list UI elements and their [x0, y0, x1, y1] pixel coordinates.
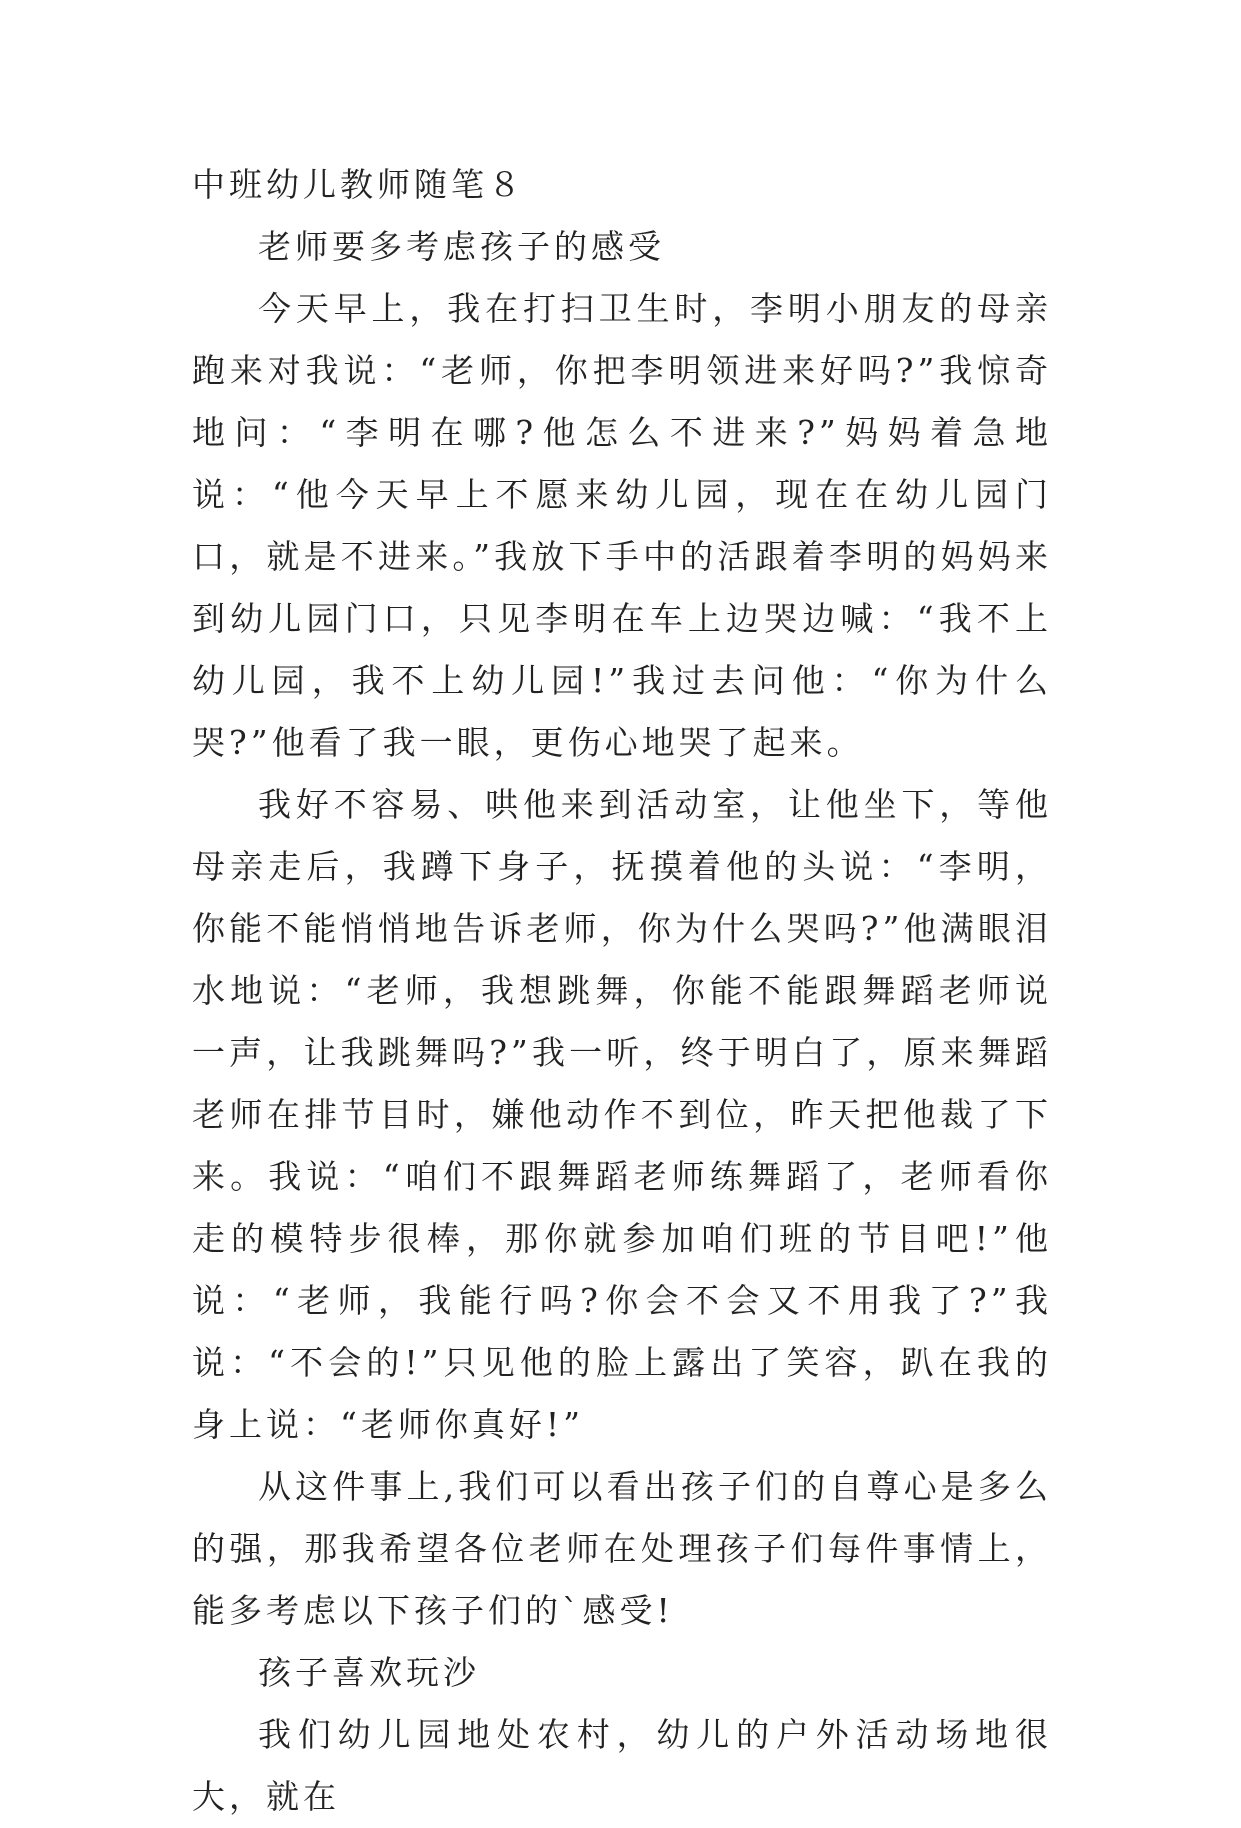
document-title: 中班幼儿教师随笔８	[192, 165, 525, 204]
body-paragraph: 从这件事上,我们可以看出孩子们的自尊心是多么的强，那我希望各位老师在处理孩子们每件事情上，能多考虑以下孩子们的`感受!	[192, 1467, 1052, 1630]
body-paragraph: 我好不容易、哄他来到活动室，让他坐下，等他母亲走后，我蹲下身子，抚摸着他的头说：“李明，你能不能悄悄地告诉老师，你为什么哭吗?”他满眼泪水地说：“老师，我想跳舞，你能不能跟舞蹈老师说一声，让我跳舞吗?”我一听，终于明白了，原来舞蹈老师在排节目时，嫌他动作不到位，昨天把他裁了下来。我说：“咱们不跟舞蹈老师练舞蹈了，老师看你走的模特步很棒，那你就参加咱们班的节目吧!”他说：“老师，我能行吗?你会不会又不用我了?”我说：“不会的!”只见他的脸上露出了笑容，趴在我的身上说：“老师你真好!”	[192, 785, 1052, 1444]
body-paragraph: 我们幼儿园地处农村，幼儿的户外活动场地很大，就在	[192, 1715, 1052, 1816]
section-heading: 孩子喜欢玩沙	[258, 1653, 480, 1692]
section-heading: 老师要多考虑孩子的感受	[258, 227, 665, 266]
document-body	[192, 154, 1052, 1828]
body-paragraph: 今天早上，我在打扫卫生时，李明小朋友的母亲跑来对我说：“老师，你把李明领进来好吗?”我惊奇地问：“李明在哪?他怎么不进来?”妈妈着急地说：“他今天早上不愿来幼儿园，现在在幼儿园门口，就是不进来。”我放下手中的活跟着李明的妈妈来到幼儿园门口，只见李明在车上边哭边喊：“我不上幼儿园，我不上幼儿园!”我过去问他：“你为什么哭?”他看了我一眼，更伤心地哭了起来。	[192, 289, 1052, 762]
